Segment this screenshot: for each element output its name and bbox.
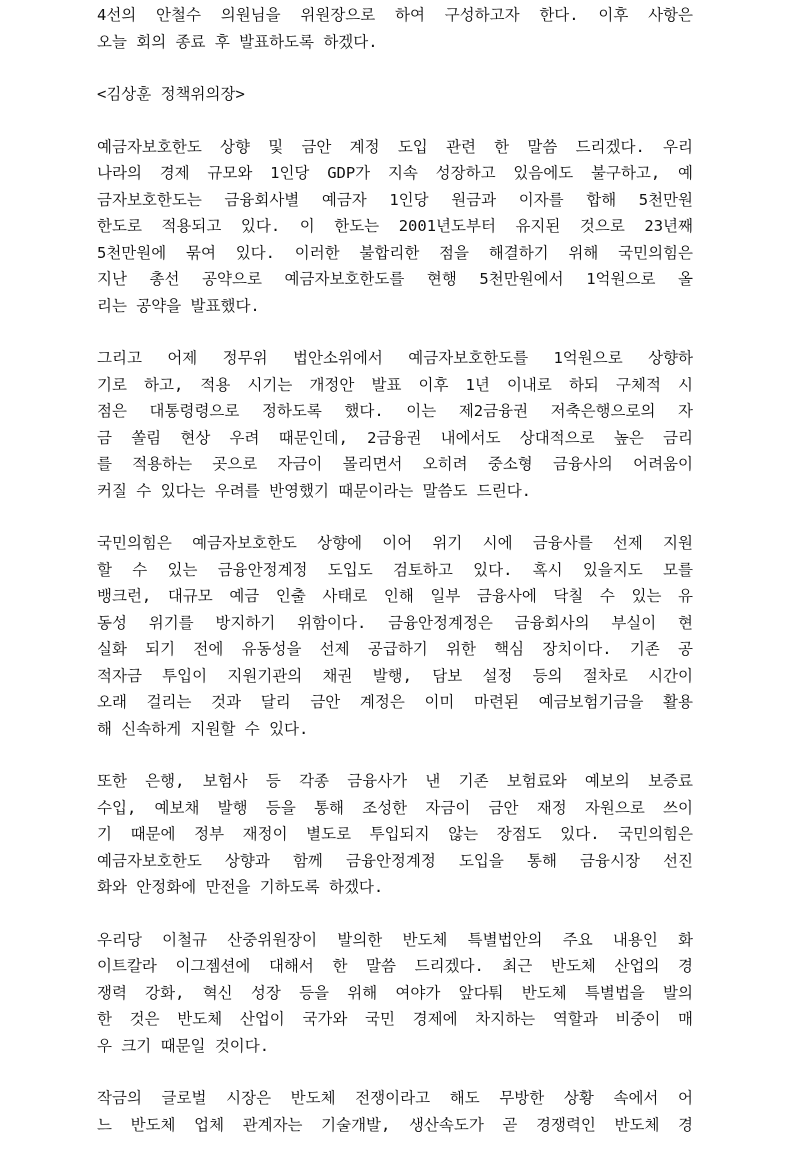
text-line: 동성 위기를 방지하기 위함이다. 금융안정계정은 금융회사의 부실이 현 (97, 613, 693, 632)
text-line: 나라의 경제 규모와 1인당 GDP가 지속 성장하고 있음에도 불구하고, 예 (97, 164, 693, 182)
text-line: 수입, 예보채 발행 등을 통해 조성한 자금이 금안 재정 자원으로 쓰이 (97, 798, 693, 817)
text-line: 금자보호한도는 금융회사별 예금자 1인당 원금과 이자를 합해 5천만원 (97, 190, 693, 209)
text-line: 적자금 투입이 지원기관의 채권 발행, 담보 설정 등의 절차로 시간이 (97, 666, 693, 685)
text-line: 해 신속하게 지원할 수 있다. (97, 719, 309, 738)
text-line: 기로 하고, 적용 시기는 개정안 발표 이후 1년 이내로 하되 구체적 시 (97, 375, 693, 394)
text-line: 예금자보호한도 상향 및 금안 계정 도입 관련 한 말씀 드리겠다. 우리 (97, 137, 693, 156)
text-line: 5천만원에 묶여 있다. 이러한 불합리한 점을 해결하기 위해 국민의힘은 (97, 243, 693, 262)
text-line: 뱅크런, 대규모 예금 인출 사태로 인해 일부 금융사에 닥칠 수 있는 유 (97, 587, 693, 605)
text-line: 쟁력 강화, 혁신 성장 등을 위해 여야가 앞다퉈 반도체 특별법을 발의 (97, 983, 693, 1002)
text-line: 기 때문에 정부 재정이 별도로 투입되지 않는 장점도 있다. 국민의힘은 (97, 825, 693, 843)
paragraph-stability-account (97, 530, 693, 742)
text-line: 예금자보호한도 상향과 함께 금융안정계정 도입을 통해 금융시장 선진 (97, 851, 693, 870)
text-line: 이트칼라 이그젬션에 대해서 한 말씀 드리겠다. 최근 반도체 산업의 경 (97, 957, 693, 975)
text-line: 할 수 있는 금융안정계정 도입도 검토하고 있다. 혹시 있을지도 모를 (97, 560, 693, 579)
speaker-heading: <김상훈 정책위의장> (97, 85, 245, 103)
text-line: 점은 대통령령으로 정하도록 했다. 이는 제2금융권 저축은행으로의 자 (97, 402, 693, 420)
document-page (97, 0, 693, 1164)
paragraph-semiconductor-act (97, 927, 693, 1060)
text-line: 또한 은행, 보험사 등 각종 금융사가 낸 기존 보험료와 예보의 보증료 (97, 772, 693, 790)
paragraph-funding (97, 768, 693, 901)
text-line: 실화 되기 전에 유동성을 선제 공급하기 위한 핵심 장치이다. 기존 공 (97, 640, 693, 658)
paragraph-deposit-protection (97, 134, 693, 320)
text-line: 한도로 적용되고 있다. 이 한도는 2001년도부터 유지된 것으로 23년째 (97, 217, 693, 235)
text-line: 한 것은 반도체 산업이 국가와 국민 경제에 차지하는 역할과 비중이 매 (97, 1010, 693, 1028)
text-line: 커질 수 있다는 우려를 반영했기 때문이라는 말씀도 드린다. (97, 481, 532, 500)
text-line: 그리고 어제 정무위 법안소위에서 예금자보호한도를 1억원으로 상향하 (97, 349, 693, 367)
text-line: 작금의 글로벌 시장은 반도체 전쟁이라고 해도 무방한 상황 속에서 어 (97, 1089, 693, 1107)
text-line: 오래 걸리는 것과 달리 금안 계정은 이미 마련된 예금보험기금을 활용 (97, 693, 693, 711)
text-line: 국민의힘은 예금자보호한도 상향에 이어 위기 시에 금융사를 선제 지원 (97, 534, 693, 552)
text-line: 4선의 안철수 의원님을 위원장으로 하여 구성하고자 한다. 이후 사항은 (97, 6, 693, 24)
text-line: 를 적용하는 곳으로 자금이 몰리면서 오히려 중소형 금융사의 어려움이 (97, 455, 693, 473)
text-line: 우리당 이철규 산중위원장이 발의한 반도체 특별법안의 주요 내용인 화 (97, 930, 693, 949)
text-line: 우 크기 때문일 것이다. (97, 1036, 270, 1055)
text-line: 느 반도체 업체 관계자는 기술개발, 생산속도가 곧 경쟁력인 반도체 경 (97, 1115, 693, 1134)
text-line: 금 쏠림 현상 우려 때문인데, 2금융권 내에서도 상대적으로 높은 금리 (97, 428, 693, 447)
text-line: 리는 공약을 발표했다. (97, 296, 260, 315)
text-line: 오늘 회의 종료 후 발표하도록 하겠다. (97, 32, 378, 51)
text-line: 지난 총선 공약으로 예금자보호한도를 현행 5천만원에서 1억원으로 올 (97, 270, 693, 288)
text-line: 화와 안정화에 만전을 기하도록 하겠다. (97, 878, 384, 896)
paragraph-global-market (97, 1085, 693, 1138)
paragraph-subcommittee (97, 345, 693, 504)
intro-paragraph (97, 2, 693, 55)
